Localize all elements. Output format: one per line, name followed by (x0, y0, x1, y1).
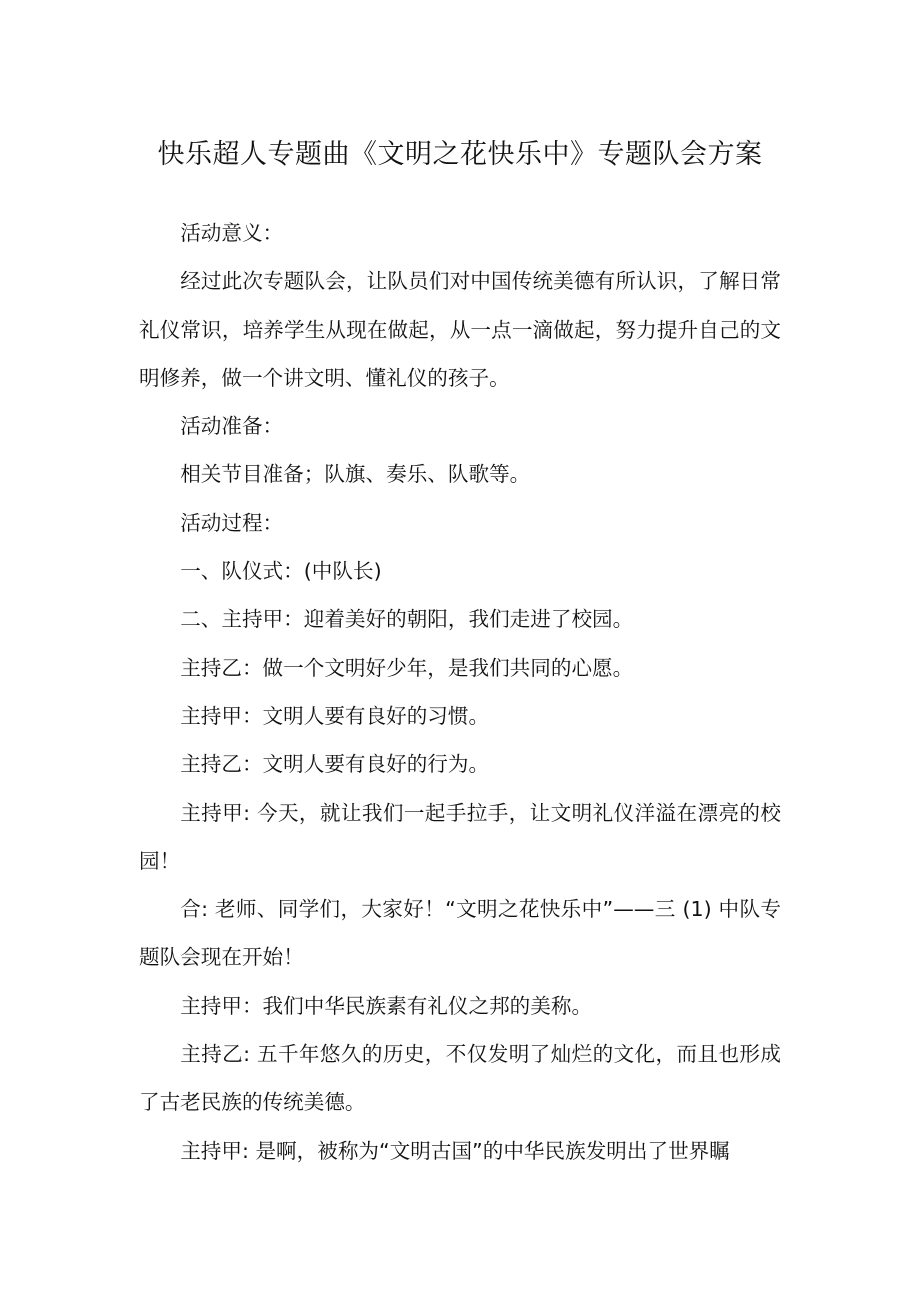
document-title: 快乐超人专题曲《文明之花快乐中》专题队会方案 (157, 139, 763, 171)
paragraph-together: 合: 老师、同学们，大家好！“文明之花快乐中”——三 (1) 中队专题队会现在开始！ (139, 897, 781, 970)
paragraph-host-b-3: 主持乙: 五千年悠久的历史，不仅发明了灿烂的文化，而且也形成了古老民族的传统美德。 (139, 1042, 781, 1115)
paragraph-host-b-2: 主持乙：文明人要有良好的行为。 (180, 752, 490, 777)
paragraph-host-a-5: 主持甲: 是啊，被称为“文明古国”的中华民族发明出了世界瞩 (180, 1138, 730, 1163)
paragraph-host-a-4: 主持甲：我们中华民族素有礼仪之邦的美称。 (180, 993, 593, 1018)
paragraph-activity-preparation-heading: 活动准备： (180, 414, 284, 439)
paragraph-activity-meaning: 经过此次专题队会，让队员们对中国传统美德有所认识，了解日常礼仪常识，培养学生从现在做起，从一点一滴做起，努力提升自己的文明修养，做一个讲文明、懂礼仪的孩子。 (139, 269, 781, 390)
paragraph-activity-meaning-heading: 活动意义： (180, 221, 284, 245)
paragraph-host-b-1: 主持乙：做一个文明好少年，是我们共同的心愿。 (180, 655, 634, 680)
paragraph-step-two: 二、主持甲：迎着美好的朝阳，我们走进了校园。 (180, 607, 634, 632)
paragraph-activity-process-heading: 活动过程： (180, 510, 284, 535)
paragraph-activity-preparation: 相关节目准备；队旗、奏乐、队歌等。 (180, 462, 531, 487)
document-body (139, 209, 781, 1175)
paragraph-host-a-2: 主持甲：文明人要有良好的习惯。 (180, 703, 490, 728)
paragraph-step-one: 一、队仪式：(中队长) (180, 559, 382, 584)
paragraph-host-a-3: 主持甲: 今天，就让我们一起手拉手，让文明礼仪洋溢在漂亮的校园！ (139, 800, 781, 873)
